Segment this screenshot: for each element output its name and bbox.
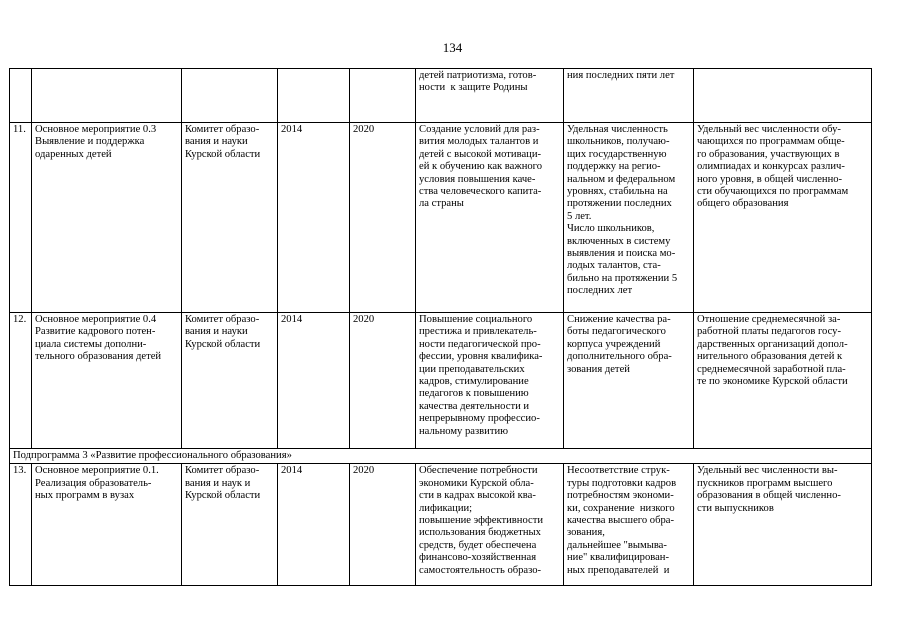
executor-cell: Комитет образо- вания и наук и Курской области [182, 464, 278, 586]
table-row [10, 123, 872, 313]
start-year-cell: 2014 [278, 464, 350, 586]
consequences-cell: Удельная численность школьников, получаю- щих государственную поддержку на регио- нальном и федеральном уровнях, стабильна на протяжении последних 5 лет. Число школьников, включенных в систему выявления и поиска мо- лодых талантов, ста- бильно на протяжении 5 последних лет [564, 123, 694, 313]
end-year-cell: 2020 [350, 123, 416, 313]
end-year-cell: 2020 [350, 464, 416, 586]
row-number: 11. [10, 123, 32, 313]
start-year-cell: 2014 [278, 123, 350, 313]
table-row [10, 464, 872, 586]
event-cell [32, 69, 182, 123]
consequences-cell: ния последних пяти лет [564, 69, 694, 123]
event-cell: Основное мероприятие 0.1. Реализация образователь- ных программ в вузах [32, 464, 182, 586]
page-number: 134 [442, 40, 463, 55]
start-year-cell: 2014 [278, 313, 350, 449]
row-number: 13. [10, 464, 32, 586]
consequences-cell: Несоответствие струк- туры подготовки кадров потребностям экономи- ки, сохранение низкого качества высшего обра- зования, дальнейшее "вымыва- ние" квалифицирован- ных преподавателей и [564, 464, 694, 586]
start-year-cell [278, 69, 350, 123]
result-cell: Повышение социального престижа и привлекатель- ности педагогической про- фессии, уровня квалифика- ции преподавательских кадров, стимулирование педагогов к повышению качества деятельности и непрерывному профессио- нальному развитию [416, 313, 564, 449]
indicator-cell: Отношение среднемесячной за- работной платы педагогов госу- дарственных организаций допол- нительного образования детей к среднемесячной заработной пла- те по экономике Курской области [694, 313, 872, 449]
end-year-cell: 2020 [350, 313, 416, 449]
subprogram-heading-row [10, 449, 872, 464]
executor-cell [182, 69, 278, 123]
subprogram-heading: Подпрограмма 3 «Развитие профессионального образования» [10, 449, 872, 464]
table-row [10, 313, 872, 449]
indicator-cell: Удельный вес численности вы- пускников программ высшего образования в общей численно- сти выпускников [694, 464, 872, 586]
row-number [10, 69, 32, 123]
executor-cell: Комитет образо- вания и науки Курской области [182, 313, 278, 449]
table-row [10, 69, 872, 123]
executor-cell: Комитет образо- вания и науки Курской области [182, 123, 278, 313]
indicator-cell: Удельный вес численности обу- чающихся по программам обще- го образования, участвующих в олимпиадах и конкурсах различ- ного уровня, в общей численно- сти обучающихся по программам общего образования [694, 123, 872, 313]
row-number: 12. [10, 313, 32, 449]
event-cell: Основное мероприятие 0.3 Выявление и поддержка одаренных детей [32, 123, 182, 313]
end-year-cell [350, 69, 416, 123]
result-cell: детей патриотизма, готов- ности к защите Родины [416, 69, 564, 123]
result-cell: Создание условий для раз- вития молодых талантов и детей с высокой мотиваци- ей к обучению как важного условия повышения каче- ства человеческого капита- ла страны [416, 123, 564, 313]
indicator-cell [694, 69, 872, 123]
consequences-cell: Снижение качества ра- боты педагогического корпуса учреждений дополнительного обра- зования детей [564, 313, 694, 449]
result-cell: Обеспечение потребности экономики Курской обла- сти в кадрах высокой ква- лификации; повышение эффективности использования бюджетных средств, будет обеспечена финансово-хозяйственная самостоятельность образо- [416, 464, 564, 586]
program-table [9, 68, 872, 586]
event-cell: Основное мероприятие 0.4 Развитие кадрового потен- циала системы дополни- тельного образования детей [32, 313, 182, 449]
